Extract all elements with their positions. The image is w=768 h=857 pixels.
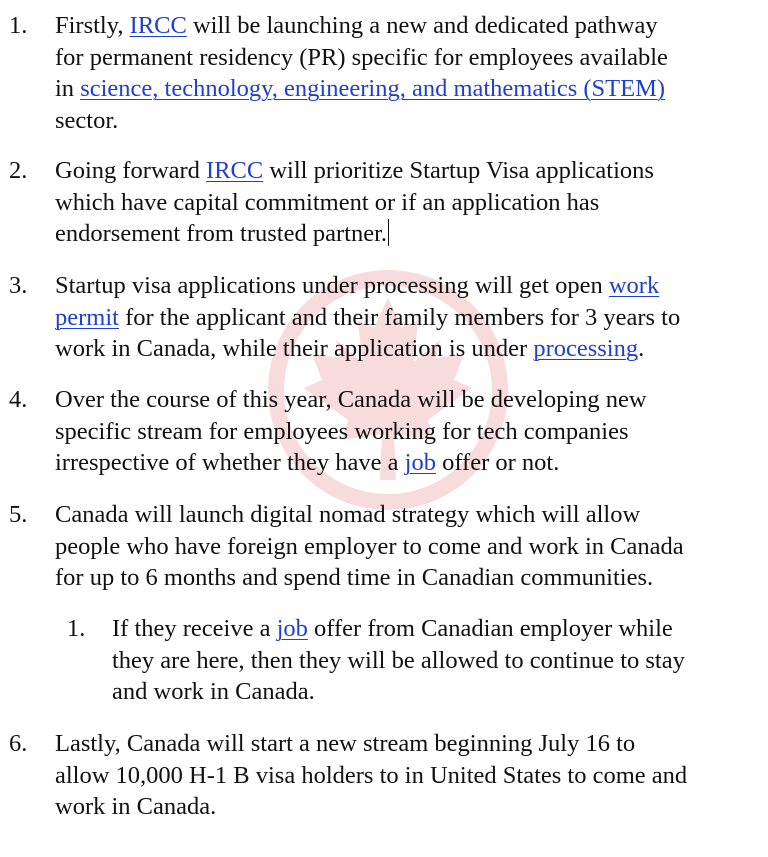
hyperlink[interactable]: science, technology, engineering, and mathematics (STEM)	[80, 75, 666, 103]
hyperlink[interactable]: processing	[533, 335, 639, 363]
list-number: 6.	[9, 730, 28, 757]
text-run: offer or not.	[435, 449, 560, 477]
text-run: work in Canada.	[55, 793, 217, 821]
list-item-text	[112, 613, 685, 708]
hyperlink[interactable]: job	[276, 615, 308, 642]
text-run: for up to 6 months and spend time in Canadian communities.	[55, 564, 654, 592]
text-line	[55, 218, 654, 250]
list-item-text	[55, 499, 684, 594]
text-line	[55, 333, 680, 365]
list-item-text	[55, 728, 687, 823]
text-run: Lastly, Canada will start a new stream beginning July 16 to	[55, 730, 636, 757]
list-number: 4.	[9, 386, 28, 413]
text-run: for the applicant and their family members for 3 years to	[118, 303, 681, 331]
list-item-text	[55, 384, 647, 479]
text-line	[112, 676, 685, 708]
text-line	[55, 791, 687, 823]
text-line	[112, 613, 685, 645]
list-item-text	[55, 155, 654, 250]
text-run: If they receive a	[112, 615, 277, 642]
text-run: specific stream for employees working for tech companies	[55, 417, 629, 445]
text-run: work in Canada, while their application is under	[55, 335, 534, 363]
text-run: Going forward	[55, 157, 207, 184]
text-run: will be launching a new and dedicated pathway	[186, 12, 658, 39]
list-number: 1.	[67, 615, 86, 642]
text-run: in	[55, 75, 81, 103]
text-line	[55, 531, 684, 563]
hyperlink[interactable]: work	[608, 272, 660, 299]
text-line	[55, 416, 647, 448]
text-run: Over the course of this year, Canada will be developing new	[55, 386, 647, 413]
text-run: will prioritize Startup Visa applications	[263, 157, 654, 184]
list-number: 1.	[9, 12, 28, 39]
text-line	[55, 499, 684, 531]
text-line	[55, 105, 668, 137]
text-line	[55, 728, 687, 760]
text-run: sector.	[55, 106, 119, 134]
text-run: Startup visa applications under processing will get open	[55, 272, 609, 299]
list-item-text	[55, 270, 680, 365]
text-run: people who have foreign employer to come and work in Canada	[55, 532, 684, 560]
hyperlink[interactable]: permit	[55, 303, 119, 331]
list-item-text	[55, 10, 668, 136]
list-number: 3.	[9, 272, 28, 299]
text-run: offer from Canadian employer while	[307, 615, 673, 642]
hyperlink[interactable]: IRCC	[206, 157, 264, 184]
text-line	[55, 447, 647, 479]
text-line	[112, 645, 685, 677]
text-run: Canada will launch digital nomad strategy which will allow	[55, 501, 641, 528]
text-run: they are here, then they will be allowed to continue to stay	[112, 646, 685, 674]
text-line	[55, 384, 647, 416]
text-run: allow 10,000 H-1 B visa holders to in United States to come and	[55, 761, 688, 789]
text-run: irrespective of whether they have a	[55, 449, 405, 477]
text-run: .	[638, 335, 645, 363]
text-line	[55, 270, 680, 302]
text-line	[55, 42, 668, 74]
text-line	[55, 73, 668, 105]
text-run: Firstly,	[55, 12, 130, 39]
text-line	[55, 155, 654, 187]
list-number: 5.	[9, 501, 28, 528]
text-line	[55, 562, 684, 594]
text-line	[55, 302, 680, 334]
hyperlink[interactable]: job	[404, 449, 436, 477]
text-run: which have capital commitment or if an application has	[55, 188, 600, 216]
text-line	[55, 10, 668, 42]
text-cursor	[388, 219, 389, 246]
text-run: and work in Canada.	[112, 678, 315, 706]
text-run: endorsement from trusted partner.	[55, 220, 388, 248]
text-line	[55, 760, 687, 792]
text-line	[55, 187, 654, 219]
text-run: for permanent residency (PR) specific for employees available	[55, 43, 668, 71]
hyperlink[interactable]: IRCC	[129, 12, 187, 39]
list-number: 2.	[9, 157, 28, 184]
